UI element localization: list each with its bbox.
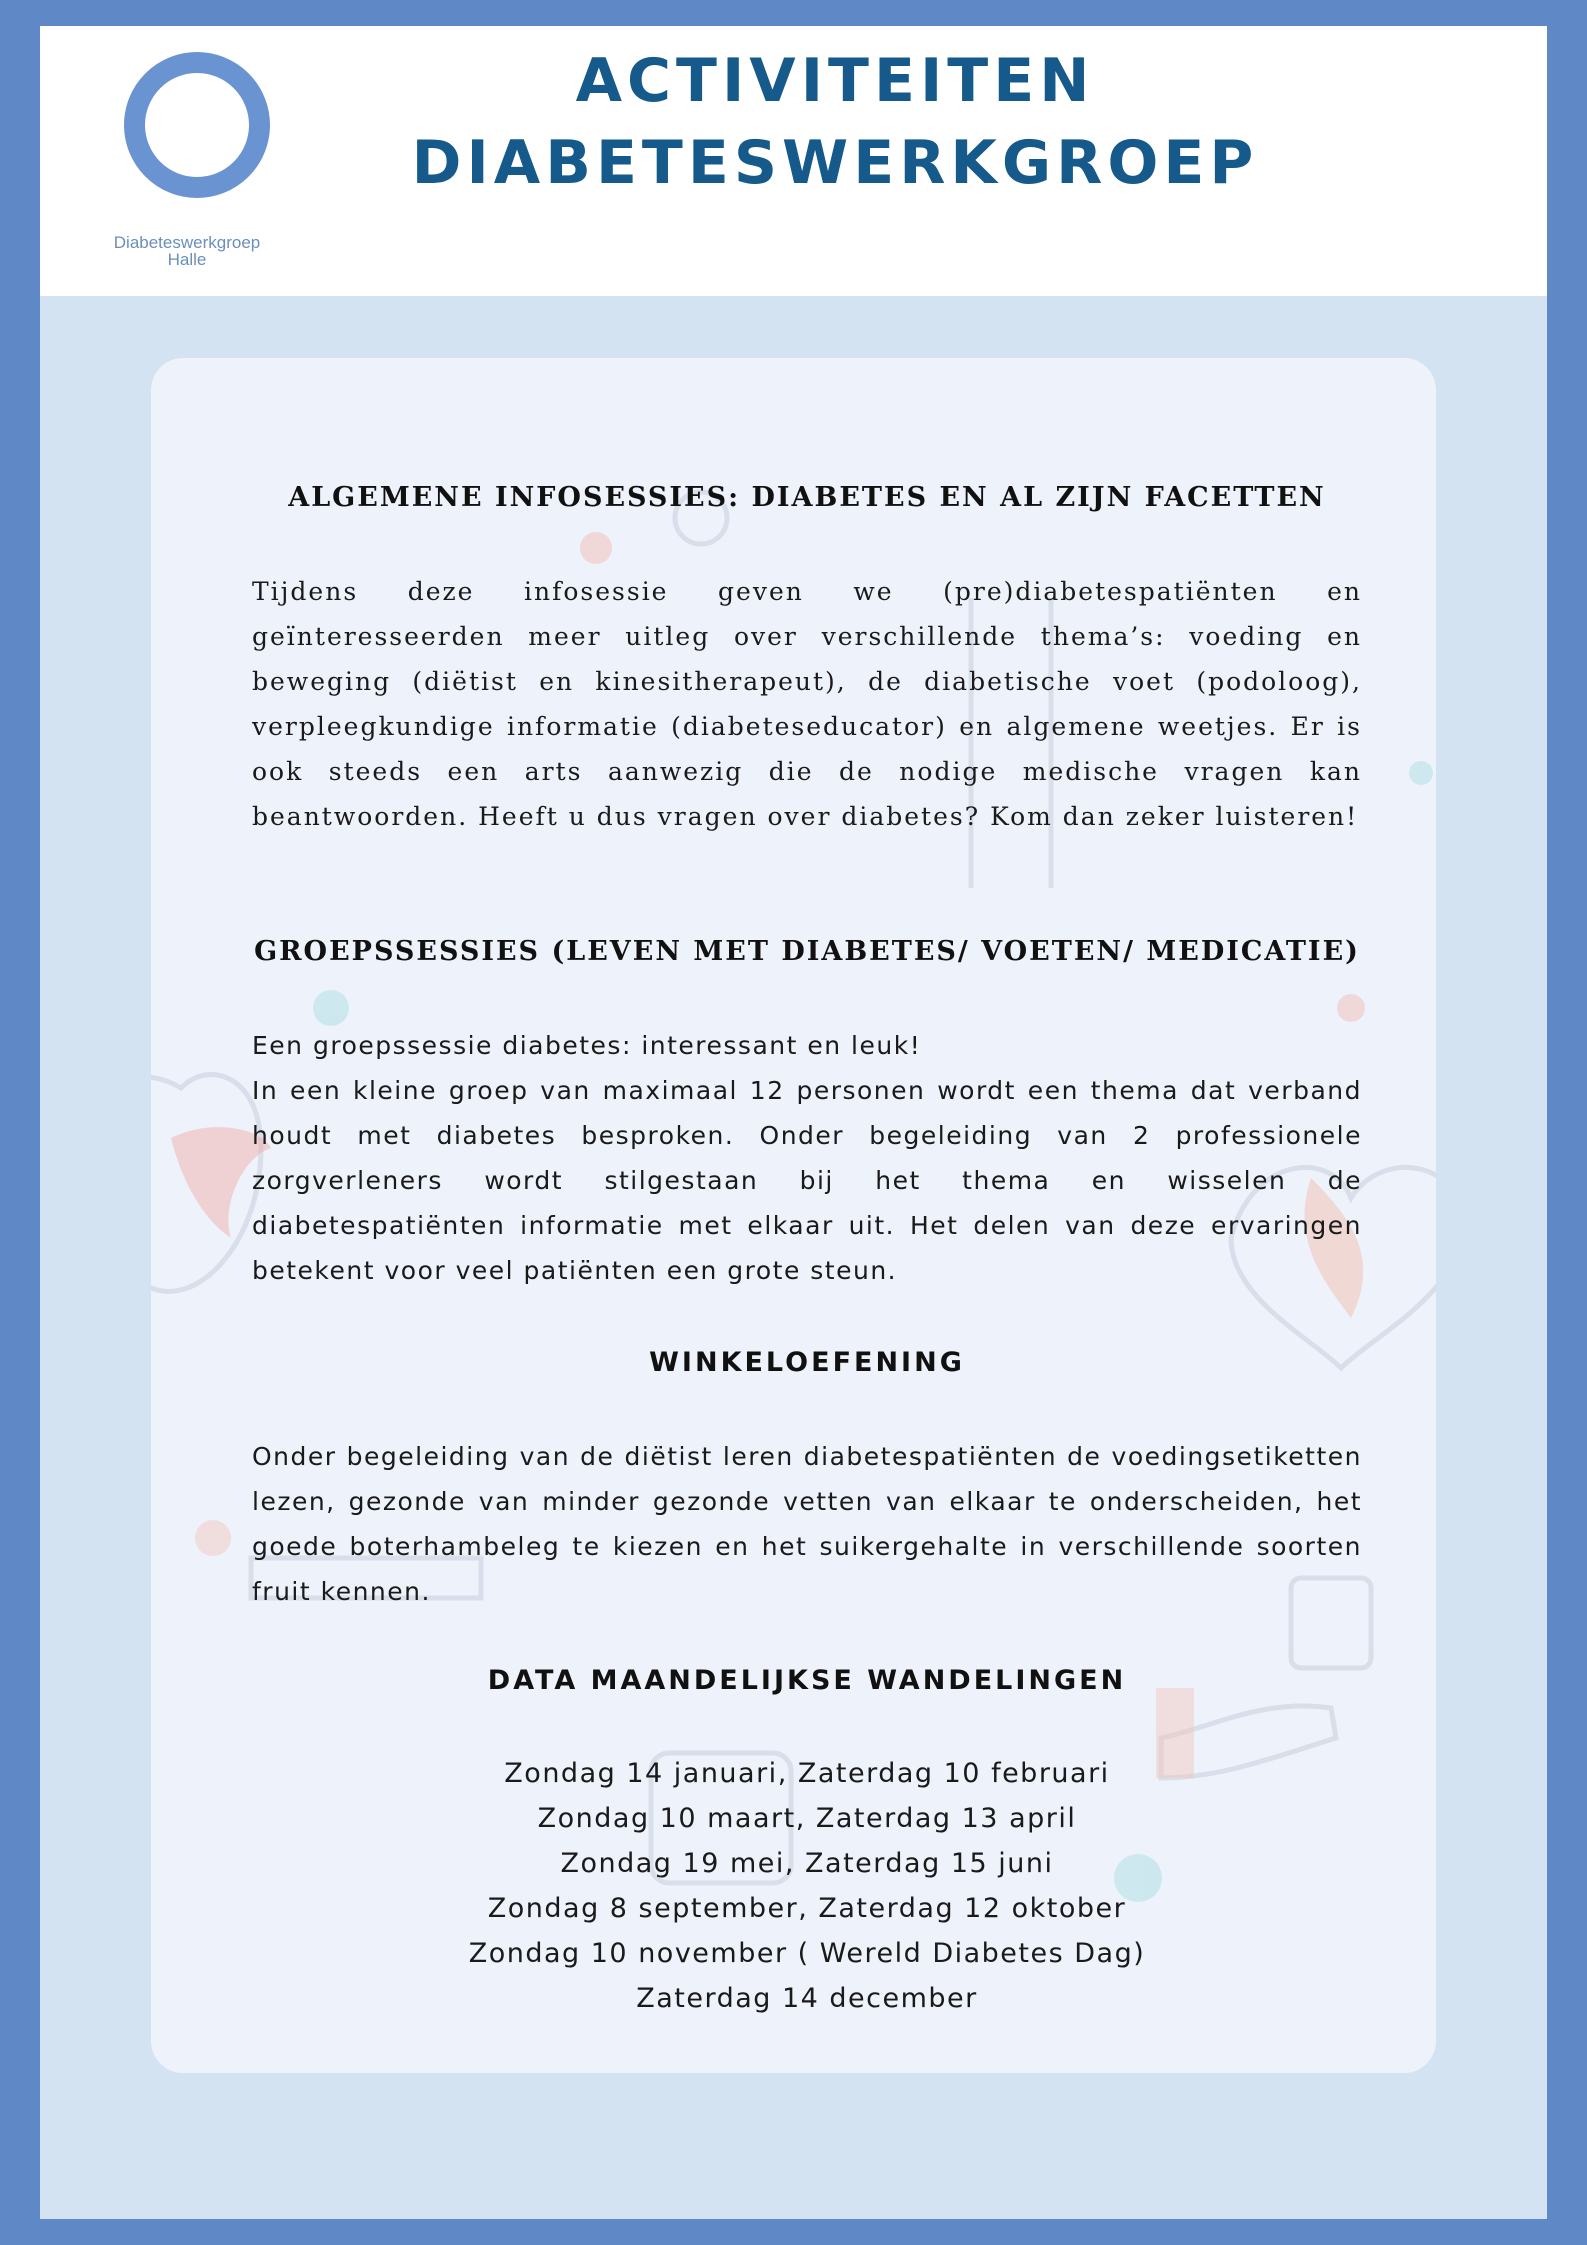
- date-item: Zondag 10 maart, Zaterdag 13 april: [537, 1803, 1077, 1834]
- logo-text-line-1: Diabeteswerkgroep: [113, 233, 261, 252]
- coral-dot: [195, 1520, 231, 1556]
- date-item: Zondag 10 november ( Wereld Diabetes Dag): [468, 1938, 1146, 1969]
- logo-text-line-2: Halle: [167, 250, 207, 269]
- teal-dot: [313, 990, 349, 1026]
- groepssessies-heading: GROEPSSESSIES (LEVEN MET DIABETES/ VOETEN/ MEDICATIE): [254, 936, 1360, 967]
- logo-text: [92, 234, 282, 268]
- flyer-page: [40, 26, 1547, 2219]
- wandelingen-dates-list: [252, 1751, 1362, 2021]
- page-title-line-1: ACTIVITEITEN: [575, 46, 1095, 116]
- date-item: Zondag 14 januari, Zaterdag 10 februari: [504, 1758, 1110, 1789]
- wandelingen-heading: DATA MAANDELIJKSE WANDELINGEN: [487, 1665, 1127, 1696]
- date-item: Zondag 19 mei, Zaterdag 15 juni: [560, 1848, 1054, 1879]
- groepssessies-body: In een kleine groep van maximaal 12 personen wordt een thema dat verband houdt met diabetes besproken. Onder begeleiding van 2 professionele zorgverleners wordt stilgestaan bij het thema en wisselen de diabetespatiënten informatie met elkaar uit. Het delen van deze ervaringen betekent voor veel patiënten een grote steun.: [252, 1076, 1362, 1285]
- winkeloefening-text: Onder begeleiding van de diëtist leren diabetespatiënten de voedingsetiketten lezen, gezonde van minder gezonde vetten van elkaar te onderscheiden, het goede boterhambeleg te kiezen en het suikergehalte in verschillende soorten fruit kennen.: [252, 1442, 1362, 1606]
- page-title: [360, 40, 1310, 204]
- header: [40, 26, 1547, 296]
- teal-dot: [1409, 761, 1433, 785]
- coral-dot: [580, 532, 612, 564]
- groepssessies-intro: Een groepssessie diabetes: interessant en leuk!: [252, 1031, 922, 1060]
- infosessies-heading: ALGEMENE INFOSESSIES: DIABETES EN AL ZIJN FACETTEN: [288, 482, 1326, 513]
- groepssessies-text: [252, 1023, 1362, 1293]
- date-item: Zaterdag 14 december: [636, 1983, 978, 2014]
- content-card: [151, 358, 1436, 2073]
- logo: [92, 52, 282, 269]
- coral-dot: [1337, 994, 1365, 1022]
- winkeloefening-heading: WINKELOEFENING: [649, 1347, 965, 1378]
- blue-circle-logo-icon: [124, 52, 270, 198]
- date-item: Zondag 8 september, Zaterdag 12 oktober: [487, 1893, 1127, 1924]
- page-title-line-2: DIABETESWERKGROEP: [411, 128, 1259, 198]
- infosessies-text: Tijdens deze infosessie geven we (pre)diabetespatiënten en geïnteresseerden meer uitleg over verschillende thema’s: voeding en beweging (diëtist en kinesitherapeut), de diabetische voet (podoloog), verpleegkundige informatie (diabeteseducator) en algemene weetjes. Er is ook steeds een arts aanwezig die de nodige medische vragen kan beantwoorden. Heeft u dus vragen over diabetes? Kom dan zeker luisteren!: [252, 577, 1362, 831]
